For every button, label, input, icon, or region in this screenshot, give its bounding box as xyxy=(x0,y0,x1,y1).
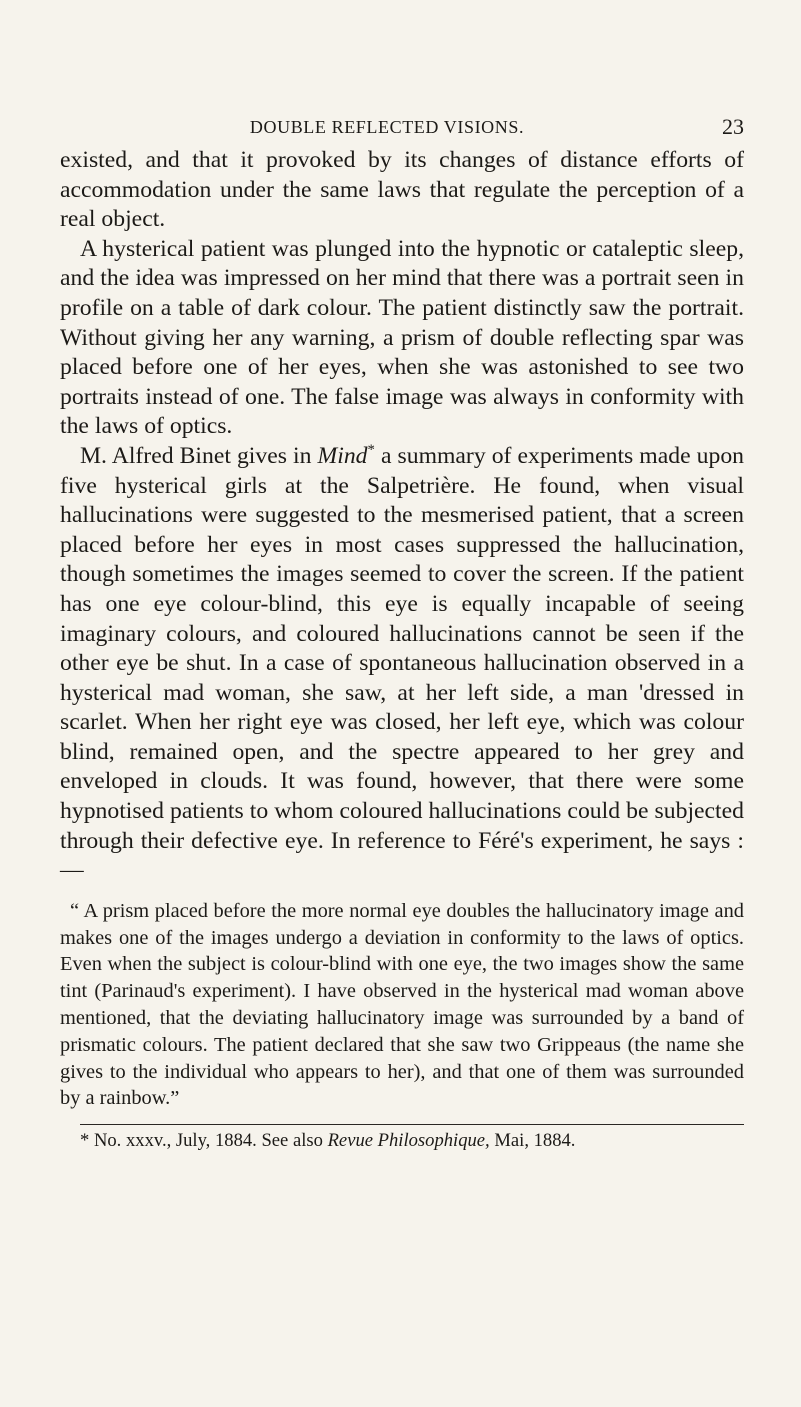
book-page xyxy=(60,112,744,1153)
quote-text: “ A prism placed before the more normal eye doubles the hallucinatory image and makes one of the images undergo a deviation in conformity to the laws of optics. Even when the subject is colour-blind with one eye, the two images show the same tint (Parinaud's experiment). I have observed in the hysterical mad woman above mentioned, that the deviating hallucinatory image was surrounded by a band of prismatic colours. The patient declared that she saw two Grippeaus (the name she gives to the individual who appears to her), and that one of them was surrounded by a rainbow.” xyxy=(60,899,744,1110)
paragraph-3-start: M. Alfred Binet gives in xyxy=(80,442,312,469)
footnote-mark: * xyxy=(80,1130,90,1152)
block-quote xyxy=(60,898,744,1112)
main-text xyxy=(60,146,744,886)
footnote-reference: * xyxy=(367,442,375,459)
paragraph-1: existed, and that it provoked by its changes of distance efforts of accommodation under the same laws that regulate the perception of a real object. xyxy=(60,147,744,233)
running-title: DOUBLE REFLECTED VISIONS. xyxy=(249,117,525,137)
footnote-rule xyxy=(80,1124,744,1125)
paragraph-3-rest: a summary of experiments made upon five hysterical girls at the Salpetrière. He found, when visual hallucinations were suggested to the mesmerised patient, that a screen placed before her eyes in most cases suppressed the hallucination, though sometimes the images seemed to cover the screen. If the patient has one eye colour-blind, this eye is equally incapable of seeing imaginary colours, and coloured hallucinations cannot be seen if the other eye be shut. In a case of spontaneous hallucination observed in a hysterical mad woman, she saw, at her left side, a man 'dressed in scarlet. When her right eye was closed, her left eye, which was colour blind, remained open, and the spectre appeared to her grey and enveloped in clouds. It was found, however, that there were some hypnotised patients to whom coloured hallucinations could be subjected through their defective eye. In reference to Féré's experiment, he says :— xyxy=(60,442,745,884)
paragraph-3 xyxy=(60,442,744,886)
footnote-text-start: No. xxxv., July, 1884. See also xyxy=(93,1130,323,1152)
page-header xyxy=(60,112,744,142)
footnote xyxy=(60,1129,744,1153)
footnote-text-end: Mai, 1884. xyxy=(494,1130,576,1152)
journal-title-mind: Mind xyxy=(317,442,368,469)
paragraph-2: A hysterical patient was plunged into the hypnotic or cataleptic sleep, and the idea was impressed on her mind that there was a portrait seen in profile on a table of dark colour. The patient distinctly saw the portrait. Without giving her any warning, a prism of double reflecting spar was placed before one of her eyes, when she was astonished to see two portraits instead of one. The false image was always in conformity with the laws of optics. xyxy=(60,235,744,440)
footnote-journal-title: Revue Philosophique, xyxy=(327,1130,490,1152)
page-number: 23 xyxy=(722,114,744,139)
